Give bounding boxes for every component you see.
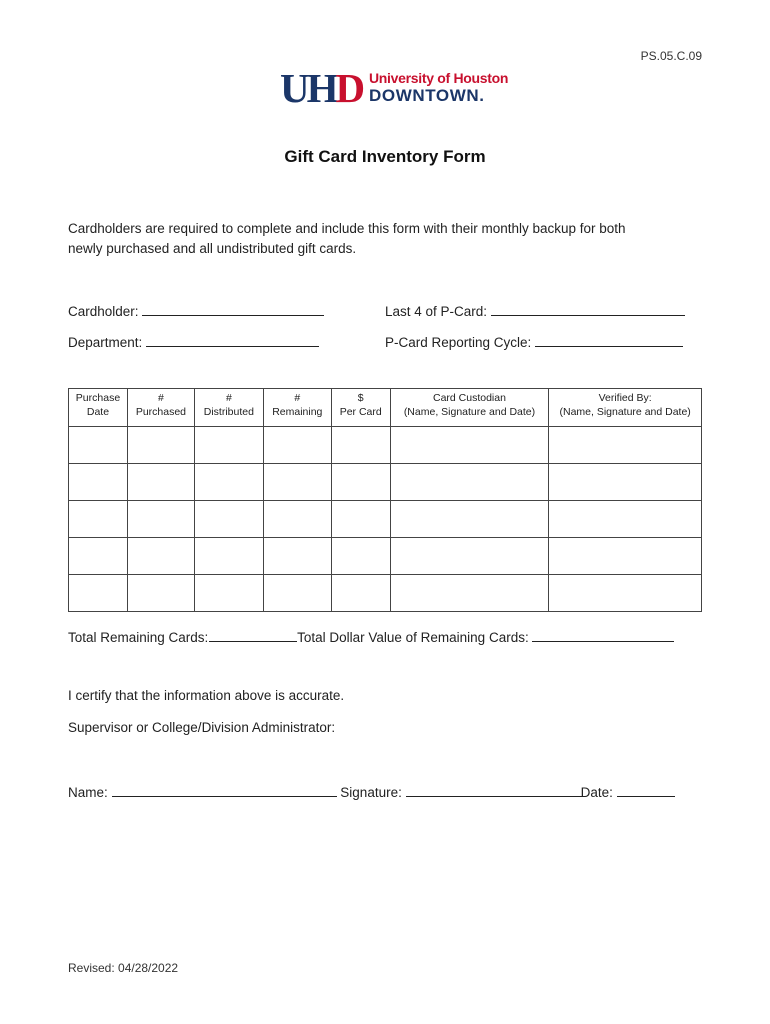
department-label: Department: — [68, 335, 143, 350]
name-label: Name: — [68, 785, 108, 800]
header-line-1: # — [225, 392, 232, 404]
header-line-1: Purchase — [75, 392, 121, 404]
header-remaining — [263, 389, 331, 427]
last4-field[interactable] — [385, 301, 685, 319]
table-row — [69, 427, 702, 464]
instructions — [68, 219, 688, 259]
table-cell[interactable] — [69, 464, 128, 501]
logo-mark-u: U — [280, 65, 307, 111]
header-line-1: Card Custodian — [432, 392, 506, 404]
header-line-2: Purchased — [135, 406, 187, 418]
logo-downtown-text: DOWNTOWN. — [369, 86, 485, 105]
table-cell[interactable] — [194, 538, 263, 575]
table-cell[interactable] — [390, 464, 549, 501]
table-cell[interactable] — [549, 538, 702, 575]
table-cell[interactable] — [263, 464, 331, 501]
inventory-table — [68, 388, 702, 612]
certify-statement: I certify that the information above is accurate. — [68, 688, 345, 703]
header-line-2: Date — [86, 406, 110, 418]
table-cell[interactable] — [194, 575, 263, 612]
table-cell[interactable] — [127, 538, 194, 575]
table-cell[interactable] — [69, 575, 128, 612]
reporting-cycle-label: P-Card Reporting Cycle: — [385, 335, 532, 350]
table-cell[interactable] — [127, 501, 194, 538]
header-verified-by — [549, 389, 702, 427]
department-blank[interactable] — [146, 332, 319, 347]
table-cell[interactable] — [263, 575, 331, 612]
table-cell[interactable] — [194, 464, 263, 501]
header-line-1: $ — [357, 392, 364, 404]
total-dollar-label: Total Dollar Value of Remaining Cards: — [297, 630, 529, 645]
header-line-2: Remaining — [272, 406, 323, 418]
supervisor-label: Supervisor or College/Division Administrator: — [68, 720, 336, 735]
reporting-cycle-field[interactable] — [385, 332, 683, 350]
table-cell[interactable] — [331, 575, 390, 612]
table-row — [69, 501, 702, 538]
table-row — [69, 538, 702, 575]
date-blank[interactable] — [617, 782, 675, 797]
signature-label: Signature: — [340, 785, 402, 800]
header-card-custodian — [390, 389, 549, 427]
table-cell[interactable] — [263, 538, 331, 575]
uhd-logo — [280, 65, 509, 111]
table-row — [69, 464, 702, 501]
logo-mark-d: D — [335, 65, 363, 111]
header-line-2: Per Card — [339, 406, 382, 418]
table-cell[interactable] — [549, 575, 702, 612]
totals-line — [68, 627, 674, 645]
table-cell[interactable] — [127, 464, 194, 501]
cardholder-field[interactable] — [68, 301, 324, 319]
header-line-1: # — [158, 392, 164, 404]
total-remaining-label: Total Remaining Cards: — [68, 630, 209, 645]
table-header-row — [69, 389, 702, 427]
header-purchased — [127, 389, 194, 427]
revised-date: Revised: 04/28/2022 — [68, 961, 179, 975]
table-row — [69, 575, 702, 612]
table-cell[interactable] — [69, 427, 128, 464]
table-cell[interactable] — [194, 427, 263, 464]
form-title: Gift Card Inventory Form — [284, 147, 486, 166]
table-cell[interactable] — [549, 464, 702, 501]
table-cell[interactable] — [390, 575, 549, 612]
table-cell[interactable] — [127, 427, 194, 464]
table-cell[interactable] — [390, 427, 549, 464]
logo-mark — [280, 65, 363, 111]
instructions-line-1: Cardholders are required to complete and include this form with their monthly backup for both — [68, 221, 626, 236]
instructions-line-2: newly purchased and all undistributed gift cards. — [68, 241, 357, 256]
header-line-1: # — [294, 392, 301, 404]
table-cell[interactable] — [127, 575, 194, 612]
header-purchase-date — [69, 389, 128, 427]
name-blank[interactable] — [112, 782, 337, 797]
header-line-1: Verified By: — [598, 392, 652, 404]
signature-blank[interactable] — [406, 782, 584, 797]
header-per-card — [331, 389, 390, 427]
table-cell[interactable] — [331, 538, 390, 575]
table-cell[interactable] — [390, 538, 549, 575]
logo-mark-h: H — [306, 65, 336, 111]
header-line-2: (Name, Signature and Date) — [559, 406, 691, 418]
table-cell[interactable] — [549, 427, 702, 464]
last4-label: Last 4 of P-Card: — [385, 304, 488, 319]
table-cell[interactable] — [69, 538, 128, 575]
table-cell[interactable] — [331, 464, 390, 501]
table-cell[interactable] — [390, 501, 549, 538]
cardholder-label: Cardholder: — [68, 304, 139, 319]
total-remaining-blank[interactable] — [209, 627, 297, 642]
table-cell[interactable] — [69, 501, 128, 538]
table-cell[interactable] — [263, 427, 331, 464]
logo-university-text: University of Houston — [369, 70, 509, 86]
signature-line — [68, 782, 675, 800]
table-cell[interactable] — [331, 501, 390, 538]
table-cell[interactable] — [331, 427, 390, 464]
cardholder-blank[interactable] — [142, 301, 324, 316]
table-cell[interactable] — [549, 501, 702, 538]
document-number: PS.05.C.09 — [640, 49, 702, 63]
table-cell[interactable] — [194, 501, 263, 538]
total-dollar-blank[interactable] — [532, 627, 674, 642]
last4-blank[interactable] — [491, 301, 685, 316]
department-field[interactable] — [68, 332, 319, 350]
reporting-cycle-blank[interactable] — [535, 332, 683, 347]
header-distributed — [194, 389, 263, 427]
date-label: Date: — [580, 785, 613, 800]
header-line-2: (Name, Signature and Date) — [403, 406, 536, 418]
header-line-2: Distributed — [203, 406, 254, 418]
table-cell[interactable] — [263, 501, 331, 538]
